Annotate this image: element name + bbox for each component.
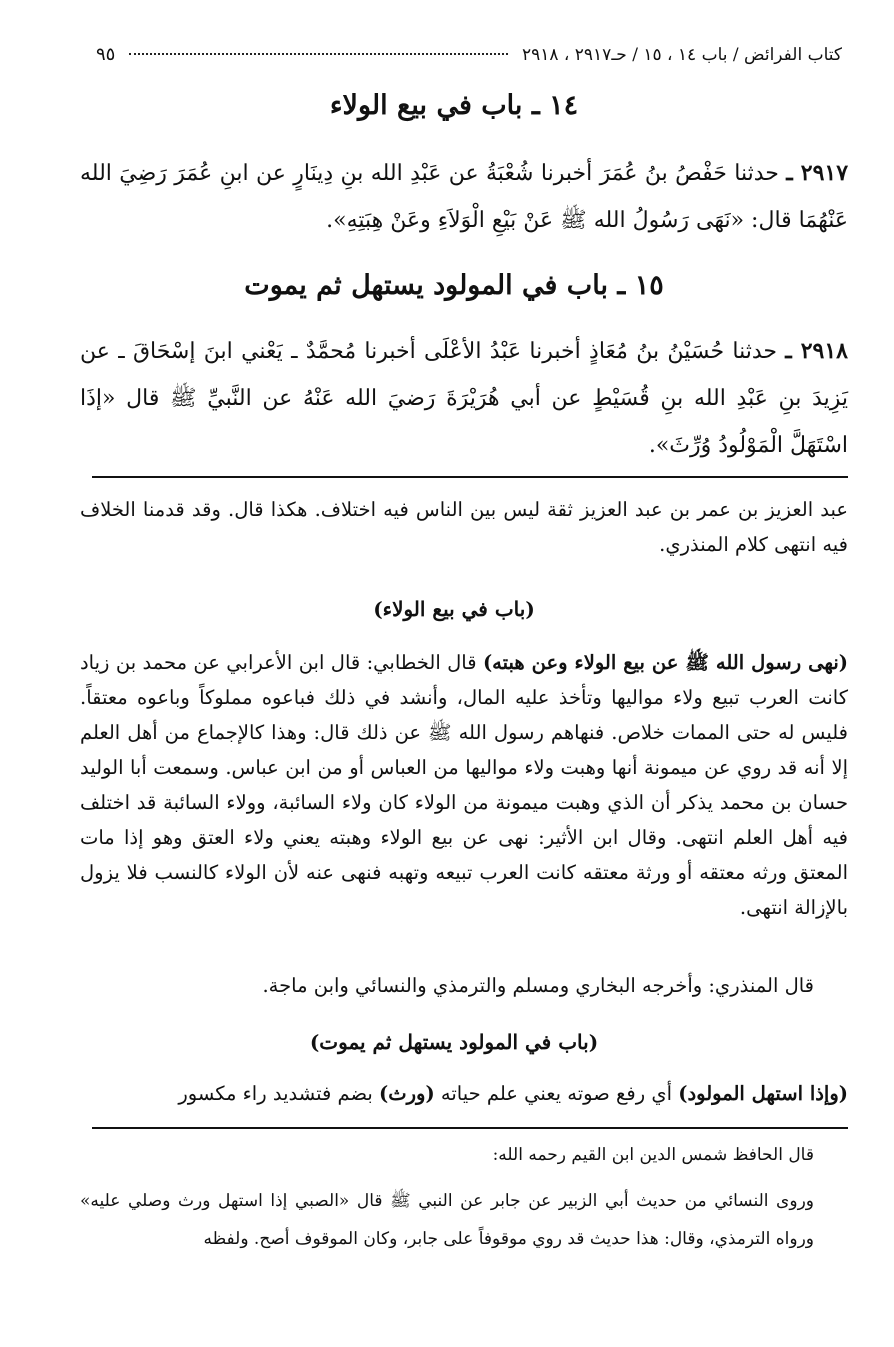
chapter-14-heading: ١٤ ـ باب في بيع الولاء bbox=[329, 90, 579, 121]
hadith-2917-number: ٢٩١٧ ـ bbox=[786, 160, 849, 186]
commentary-section1-lead: (نهى رسول الله ﷺ عن بيع الولاء وعن هبته) bbox=[482, 651, 848, 674]
page-number: ٩٥ bbox=[96, 44, 116, 65]
hadith-2918 bbox=[80, 328, 848, 469]
chapter-15-heading: ١٥ ـ باب في المولود يستهل ثم يموت bbox=[244, 270, 664, 301]
commentary-divider bbox=[92, 476, 848, 478]
header-leader-dots bbox=[129, 53, 508, 55]
mundhiri-note: قال المنذري: وأخرجه البخاري ومسلم والترمذي والنسائي وابن ماجة. bbox=[262, 974, 814, 997]
footnote-text: وروى النسائي من حديث أبي الزبير عن جابر عن النبي ﷺ قال «الصبي إذا استهل ورث وصلي عليه» ورواه الترمذي، وقال: هذا حديث قد روي موقوفاً على جابر، وكان الموقوف أصح. ولفظه bbox=[80, 1191, 814, 1249]
header-title: كتاب الفرائض / باب ١٤ ، ١٥ / حـ٢٩١٧ ، ٢٩١٨ bbox=[521, 45, 842, 65]
hadith-2918-number: ٢٩١٨ ـ bbox=[785, 338, 848, 364]
hadith-2917 bbox=[80, 150, 848, 244]
commentary-section2-lead: (وإذا استهل المولود) bbox=[678, 1082, 848, 1105]
commentary-section1-text: قال الخطابي: قال ابن الأعرابي عن محمد بن زياد كانت العرب تبيع ولاء مواليها وتأخذ عليه المال، وأنشد في ذلك فباعوه مملوكاً وباعوه معتقاً. فليس له حتى الممات خلاص. فنهاهم رسول الله ﷺ عن ذلك قال: وهذا كالإجماع من أهل العلم إلا أنه قد روي عن ميمونة أنها وهبت ولاء مواليها من العباس أو من ابن عباس. وسمعت أبا الوليد حسان بن محمد يذكر أن الذي وهبت ميمونة من الولاء كان ولاء السائبة، وولاء السائبة قد اختلف فيه أهل العلم انتهى. وقال ابن الأثير: نهى عن بيع الولاء وهبته يعني ولاء العتق وهو إذا مات المعتق ورثه معتقه أو ورثة معتقه كانت العرب تبيعه وتهبه فنهى عنه لأن الولاء كالنسب فلا يزول بالإزالة انتهى. bbox=[80, 651, 848, 919]
hadith-2917-text: حدثنا حَفْصُ بنُ عُمَرَ أخبرنا شُعْبَةُ عن عَبْدِ الله بنِ دِينَارٍ عن ابنِ عُمَرَ رَضِيَ الله عَنْهُمَا قال: «نَهَى رَسُولُ الله ﷺ عَنْ بَيْعِ الْوَلاَءِ وعَنْ هِبَتِهِ». bbox=[80, 161, 848, 233]
commentary-section2-lead2: (ورث) bbox=[379, 1082, 435, 1105]
commentary-intro: عبد العزيز بن عمر بن عبد العزيز ثقة ليس بين الناس فيه اختلاف. هكذا قال. وقد قدمنا الخلاف فيه انتهى كلام المنذري. bbox=[80, 498, 848, 556]
commentary-section2 bbox=[80, 1076, 848, 1111]
commentary-section1 bbox=[80, 645, 848, 925]
hadith-2918-text: حدثنا حُسَيْنُ بنُ مُعَاذٍ أخبرنا عَبْدُ الأعْلَى أخبرنا مُحمَّدٌ ـ يَعْني ابنَ إسْحَاقَ ـ عن يَزِيدَ بنِ عَبْدِ الله بنِ قُسَيْطٍ عن أبي هُرَيْرَةَ رَضيَ الله عَنْهُ عن النَّبيِّ ﷺ قال «إذَا اسْتَهَلَّ الْمَوْلُودُ وُرِّثَ». bbox=[80, 339, 848, 458]
footnote-intro: قال الحافظ شمس الدين ابن القيم رحمه الله: bbox=[492, 1145, 814, 1165]
commentary-section2-text: أي رفع صوته يعني علم حياته bbox=[434, 1082, 679, 1105]
running-header bbox=[96, 44, 842, 74]
footnote-divider bbox=[92, 1127, 848, 1129]
commentary-section2-title: (باب في المولود يستهل ثم يموت) bbox=[309, 1030, 599, 1054]
commentary-section2-text2: بضم فتشديد راء مكسور bbox=[178, 1082, 380, 1105]
commentary-section1-title: (باب في بيع الولاء) bbox=[373, 597, 535, 621]
